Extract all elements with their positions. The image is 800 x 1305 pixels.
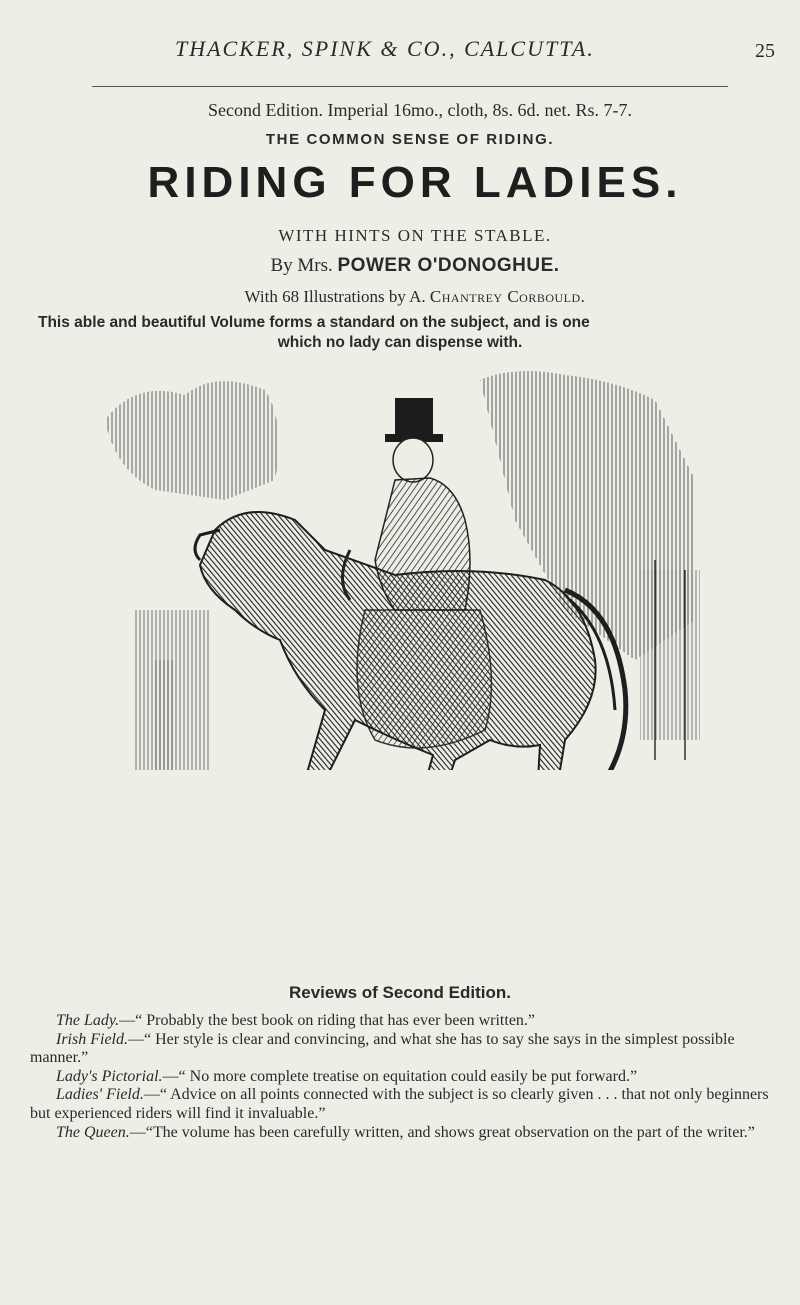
review-source: Ladies' Field. [56,1086,144,1104]
horsewoman-engraving [95,360,720,770]
header-rule [92,86,728,87]
reviews-list [30,1012,770,1142]
running-head-publisher: THACKER, SPINK & CO., CALCUTTA. [175,36,595,61]
illustrator-name: Chantrey Corbould. [429,287,586,306]
book-subtitle: THE COMMON SENSE OF RIDING. [265,131,555,148]
review-text: —“ Her style is clear and convincing, and what she has to say she says in the simplest possible manner.” [30,1030,735,1067]
review-source: Irish Field. [56,1030,128,1048]
illustrations-line [0,287,800,307]
edition-line: Second Edition. Imperial 16mo., cloth, 8s. 6d. net. Rs. 7-7. [208,100,632,120]
review-item [30,1012,770,1031]
review-text: —“The volume has been carefully written, and shows great observation on the part of the writer.” [129,1123,755,1141]
review-text: —“ No more complete treatise on equitation could easily be put forward.” [162,1067,638,1085]
review-text: —“ Probably the best book on riding that has ever been written.” [119,1012,536,1029]
illustrations-prefix: With 68 Illustrations by A. [244,287,426,306]
review-source: The Queen. [56,1123,130,1141]
author-name: POWER O'DONOGHUE. [337,255,560,276]
reviews-heading: Reviews of Second Edition. [289,983,511,1002]
review-item [30,1031,770,1068]
blurb-line-1: This able and beautiful Volume forms a standard on the subject, and is one [38,314,590,331]
book-title: RIDING FOR LADIES. [147,158,683,207]
review-source: Lady's Pictorial. [56,1067,163,1085]
review-text: —“ Advice on all points connected with the subject is so clearly given . . . that not only beginners but experienced riders will find it invaluable.” [30,1086,769,1122]
page-number: 25 [755,40,775,62]
book-hints-line: WITH HINTS ON THE STABLE. [278,226,552,245]
author-prefix: By Mrs. [270,255,333,276]
author-line [0,255,800,277]
review-item [30,1124,770,1143]
review-item [30,1068,770,1087]
review-source: The Lady. [56,1012,120,1029]
review-item [30,1086,770,1123]
blurb-line-2: which no lady can dispense with. [277,334,523,351]
